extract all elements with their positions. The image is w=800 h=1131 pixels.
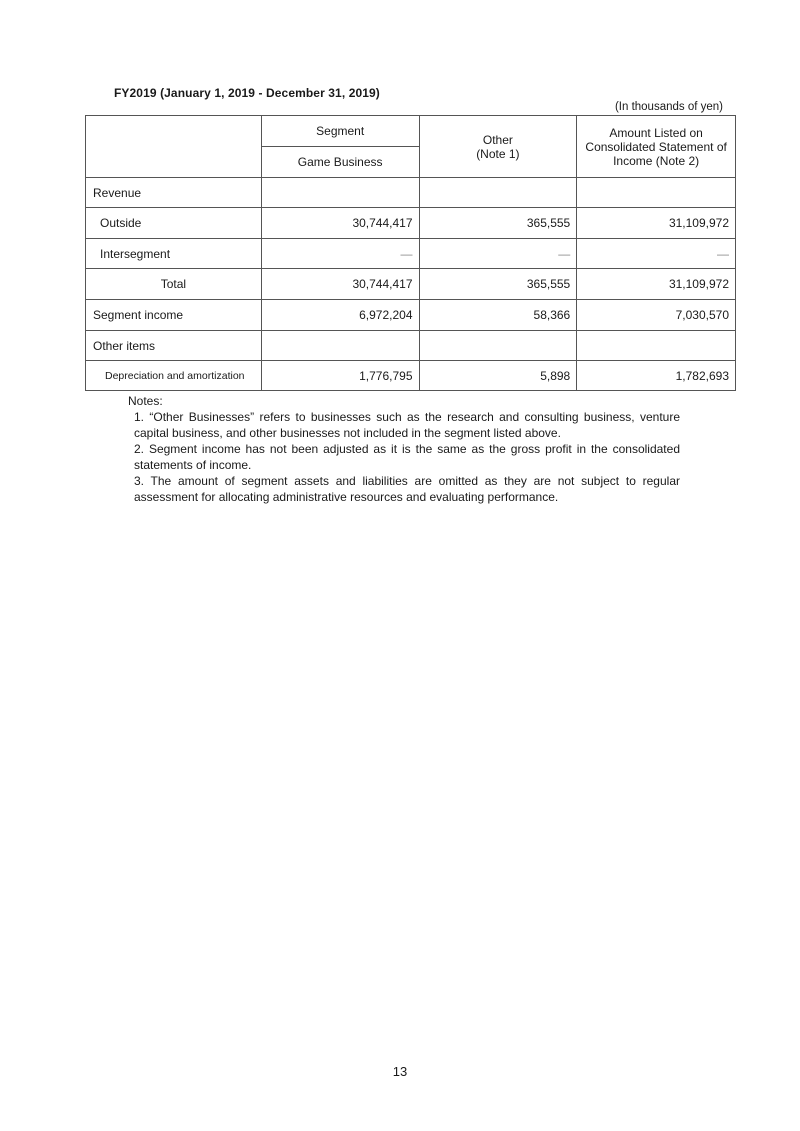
intersegment-game: — [261,239,419,269]
outside-label: Outside [86,208,262,239]
intersegment-other: — [419,239,577,269]
header-segment: Segment [261,116,419,147]
table-row [86,331,736,361]
intersegment-label: Intersegment [86,239,262,269]
table-row [86,208,736,239]
page-number: 13 [392,1064,408,1079]
note-item: 1. “Other Businesses” refers to businesses such as the research and consulting business, venture capital business, and other businesses not included in the segment listed above. [134,410,680,440]
segment-income-label: Segment income [86,300,262,331]
depreciation-other: 5,898 [419,361,577,391]
table-row [86,300,736,331]
intersegment-amount: — [577,239,736,269]
total-label: Total [86,269,262,300]
segment-income-other: 58,366 [419,300,577,331]
table-row [86,269,736,300]
revenue-label: Revenue [86,178,262,208]
note-item: 3. The amount of segment assets and liabilities are omitted as they are not subject to regular assessment for allocating administrative resources and evaluating performance. [134,474,680,504]
notes-block [128,393,680,505]
total-amount: 31,109,972 [577,269,736,300]
header-game-business: Game Business [261,147,419,178]
outside-other: 365,555 [419,208,577,239]
segment-income-game: 6,972,204 [261,300,419,331]
total-other: 365,555 [419,269,577,300]
depreciation-label: Depreciation and amortization [86,361,262,391]
depreciation-game: 1,776,795 [261,361,419,391]
notes-title: Notes: [128,394,163,408]
header-blank-cell [86,116,262,178]
outside-amount: 31,109,972 [577,208,736,239]
header-row [86,116,736,147]
section-heading: FY2019 (January 1, 2019 - December 31, 2019) [114,86,380,100]
table-row [86,361,736,391]
depreciation-amount: 1,782,693 [577,361,736,391]
outside-game: 30,744,417 [261,208,419,239]
table-row [86,178,736,208]
unit-note: (In thousands of yen) [614,101,723,113]
table-row [86,239,736,269]
note-item: 2. Segment income has not been adjusted as it is the same as the gross profit in the consolidated statements of income. [134,442,680,472]
header-other: Other (Note 1) [419,116,577,178]
header-amount-listed: Amount Listed on Consolidated Statement of Income (Note 2) [577,116,736,178]
segment-income-amount: 7,030,570 [577,300,736,331]
segment-table [85,115,736,391]
total-game: 30,744,417 [261,269,419,300]
other-items-label: Other items [86,331,262,361]
